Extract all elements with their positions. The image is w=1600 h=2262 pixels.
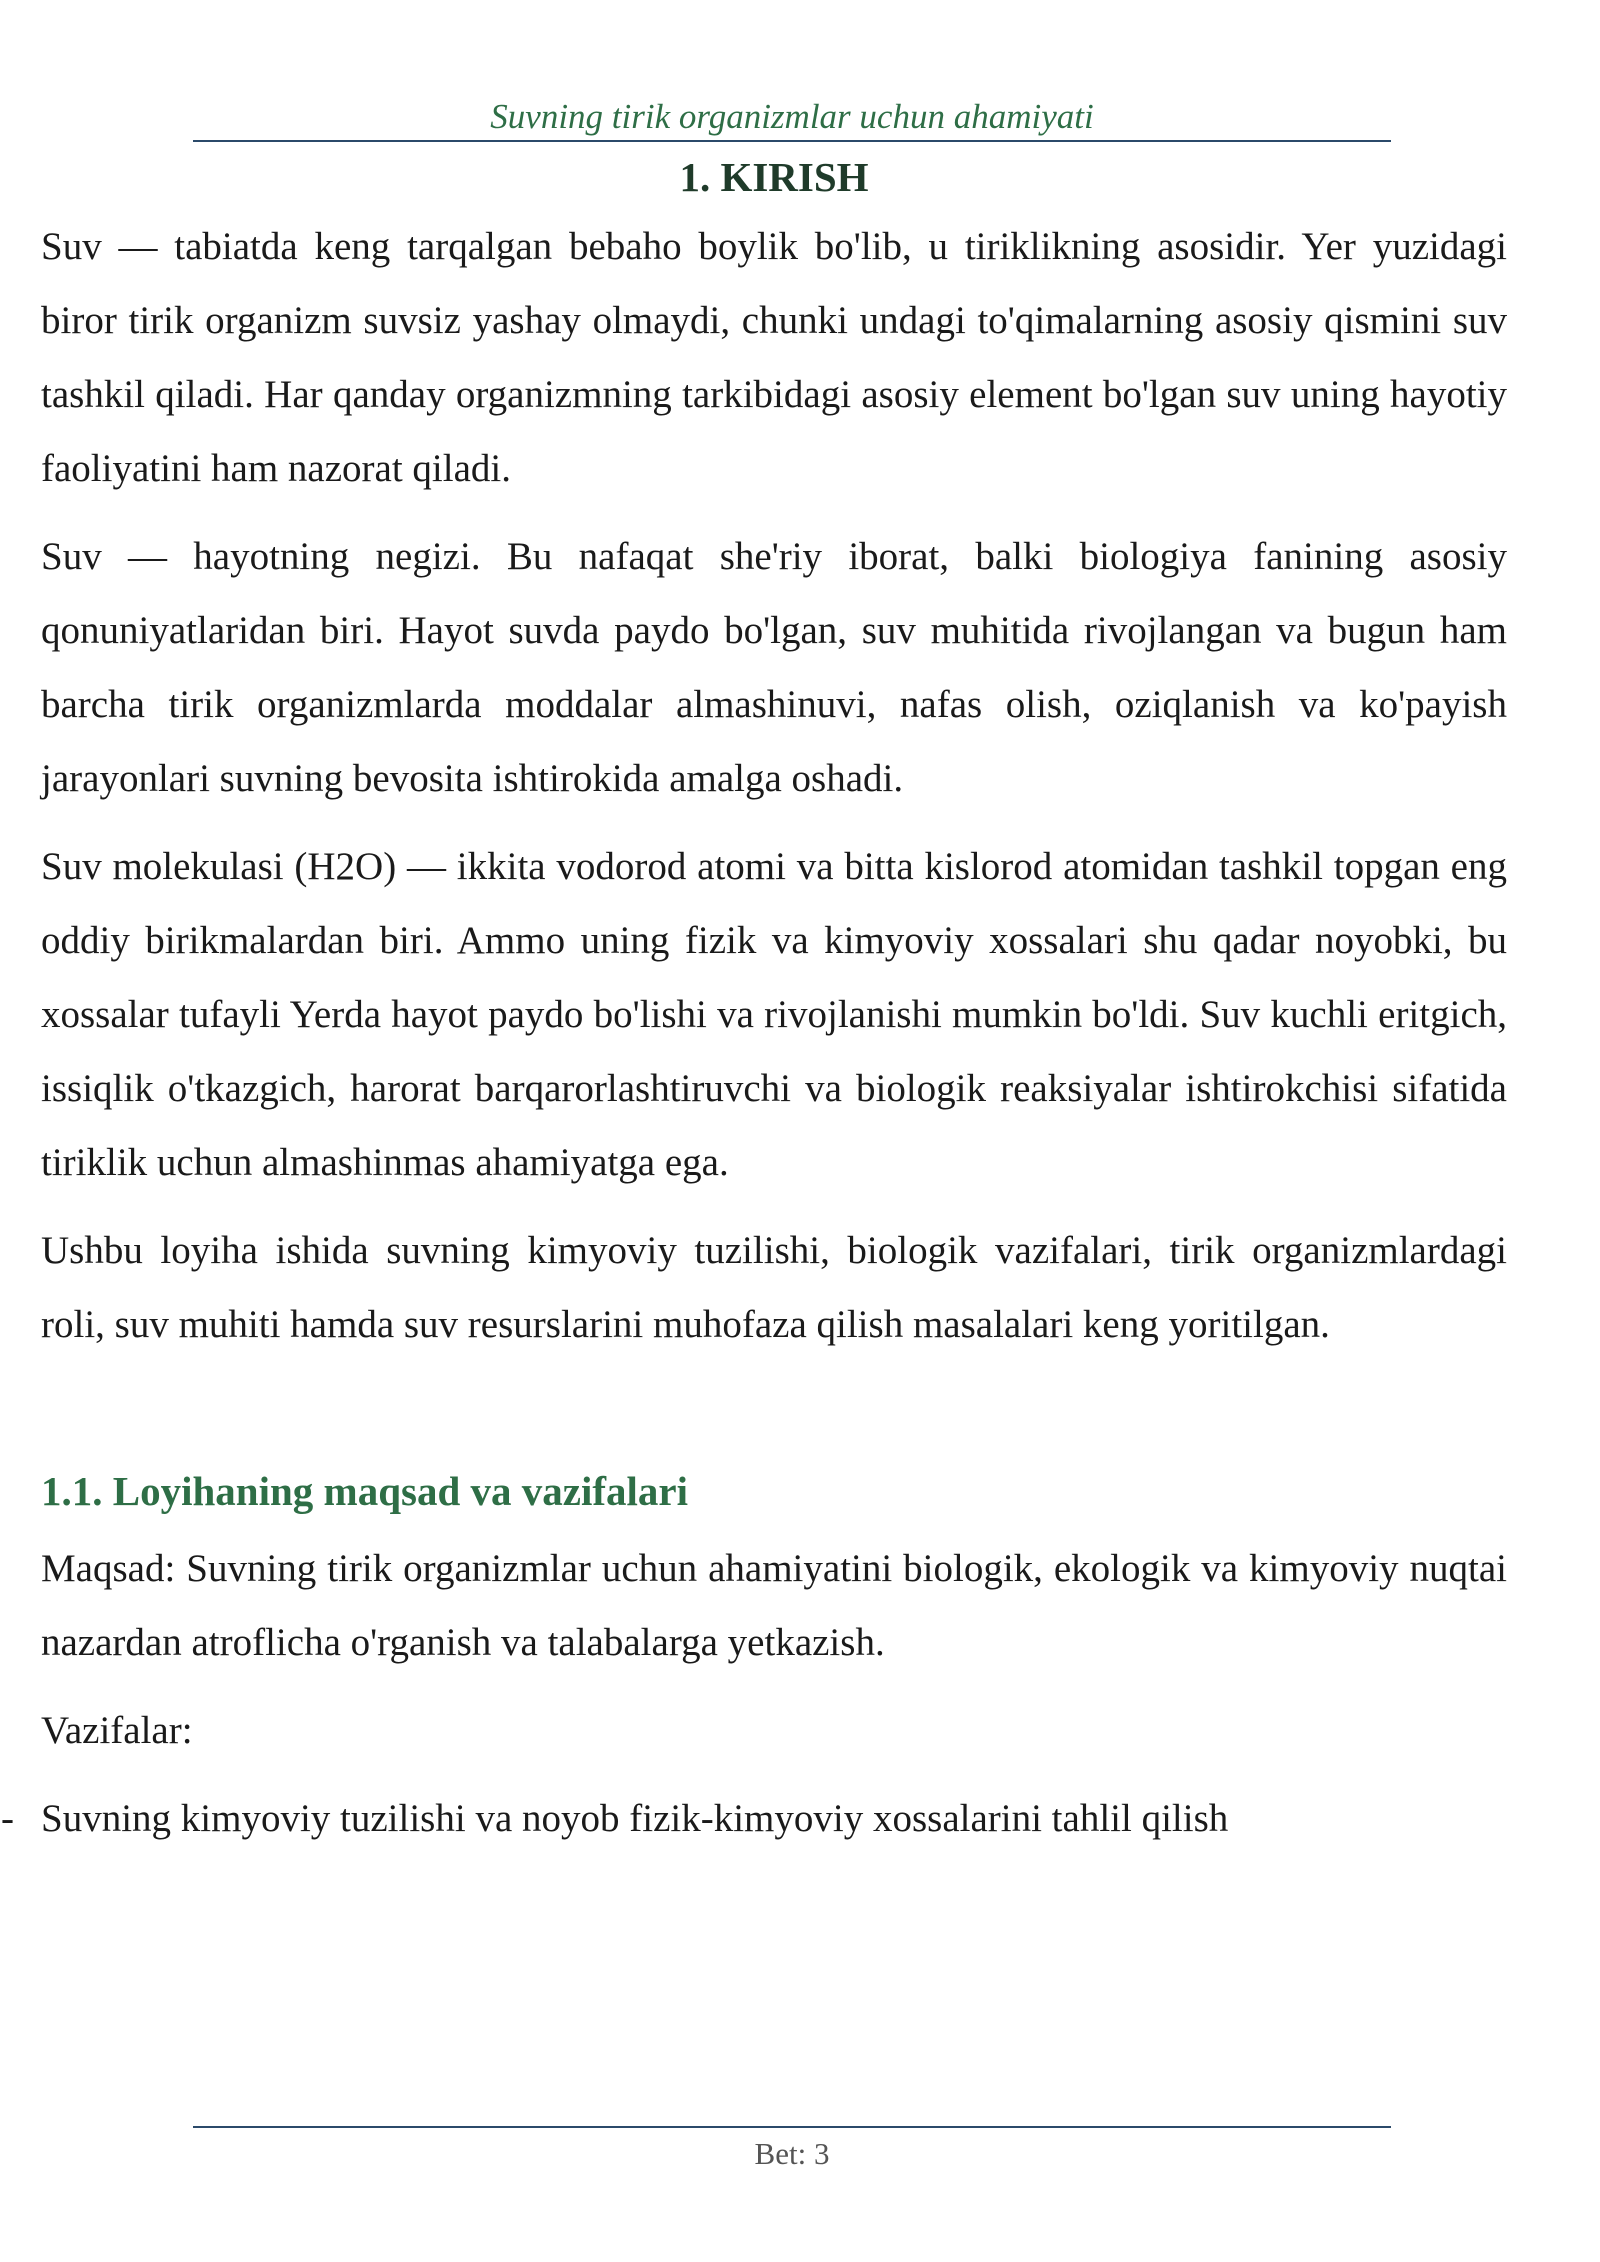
intro-paragraph-2: Suv — hayotning negizi. Bu nafaqat she'riy iborat, balki biologiya fanining asosiy qonuniyatlaridan biri. Hayot suvda paydo bo'lgan, suv muhitida rivojlangan va bugun ham barcha tirik organizmlarda moddalar almashinuvi, nafas olish, oziqlanish va ko'payish jarayonlari suvning bevosita ishtirokida amalga oshadi. bbox=[41, 535, 1507, 800]
intro-paragraph-4: Ushbu loyiha ishida suvning kimyoviy tuzilishi, biologik vazifalari, tirik organizmlardagi roli, suv muhiti hamda suv resurslarini muhofaza qilish masalalari keng yoritilgan. bbox=[41, 1229, 1507, 1346]
section-title: 1. KIRISH bbox=[679, 154, 869, 200]
subsection-title: 1.1. Loyihaning maqsad va vazifalari bbox=[41, 1468, 688, 1514]
task-list-item bbox=[1, 1782, 1507, 1856]
intro-paragraph-1: Suv — tabiatda keng tarqalgan bebaho boylik bo'lib, u tiriklikning asosidir. Yer yuzidagi biror tirik organizm suvsiz yashay olmaydi, chunki undagi to'qimalarning asosiy qismini suv tashkil qiladi. Har qanday organizmning tarkibidagi asosiy element bo'lgan suv uning hayotiy faoliyatini ham nazorat qiladi. bbox=[41, 225, 1507, 490]
section-spacer bbox=[41, 1376, 1507, 1456]
bullet-dash-icon: - bbox=[1, 1797, 14, 1840]
page-body bbox=[1, 146, 1507, 1856]
intro-paragraph-3: Suv molekulasi (H2O) — ikkita vodorod atomi va bitta kislorod atomidan tashkil topgan eng oddiy birikmalardan biri. Ammo uning fizik va kimyoviy xossalari shu qadar noyobki, bu xossalar tufayli Yerda hayot paydo bo'lishi va rivojlanishi mumkin bo'ldi. Suv kuchli eritgich, issiqlik o'tkazgich, harorat barqarorlashtiruvchi va biologik reaksiyalar ishtirokchisi sifatida tiriklik uchun almashinmas ahamiyatga ega. bbox=[41, 845, 1507, 1184]
header-divider bbox=[193, 140, 1391, 142]
footer-divider bbox=[193, 2126, 1391, 2128]
task-text: Suvning kimyoviy tuzilishi va noyob fizik-kimyoviy xossalarini tahlil qilish bbox=[41, 1797, 1229, 1840]
running-header-title: Suvning tirik organizmlar uchun ahamiyati bbox=[490, 97, 1094, 136]
tasks-label: Vazifalar: bbox=[41, 1709, 193, 1752]
page-number: Bet: 3 bbox=[754, 2136, 830, 2171]
goal-paragraph: Maqsad: Suvning tirik organizmlar uchun ahamiyatini biologik, ekologik va kimyoviy nuqtai nazardan atroflicha o'rganish va talabalarga yetkazish. bbox=[41, 1547, 1507, 1664]
